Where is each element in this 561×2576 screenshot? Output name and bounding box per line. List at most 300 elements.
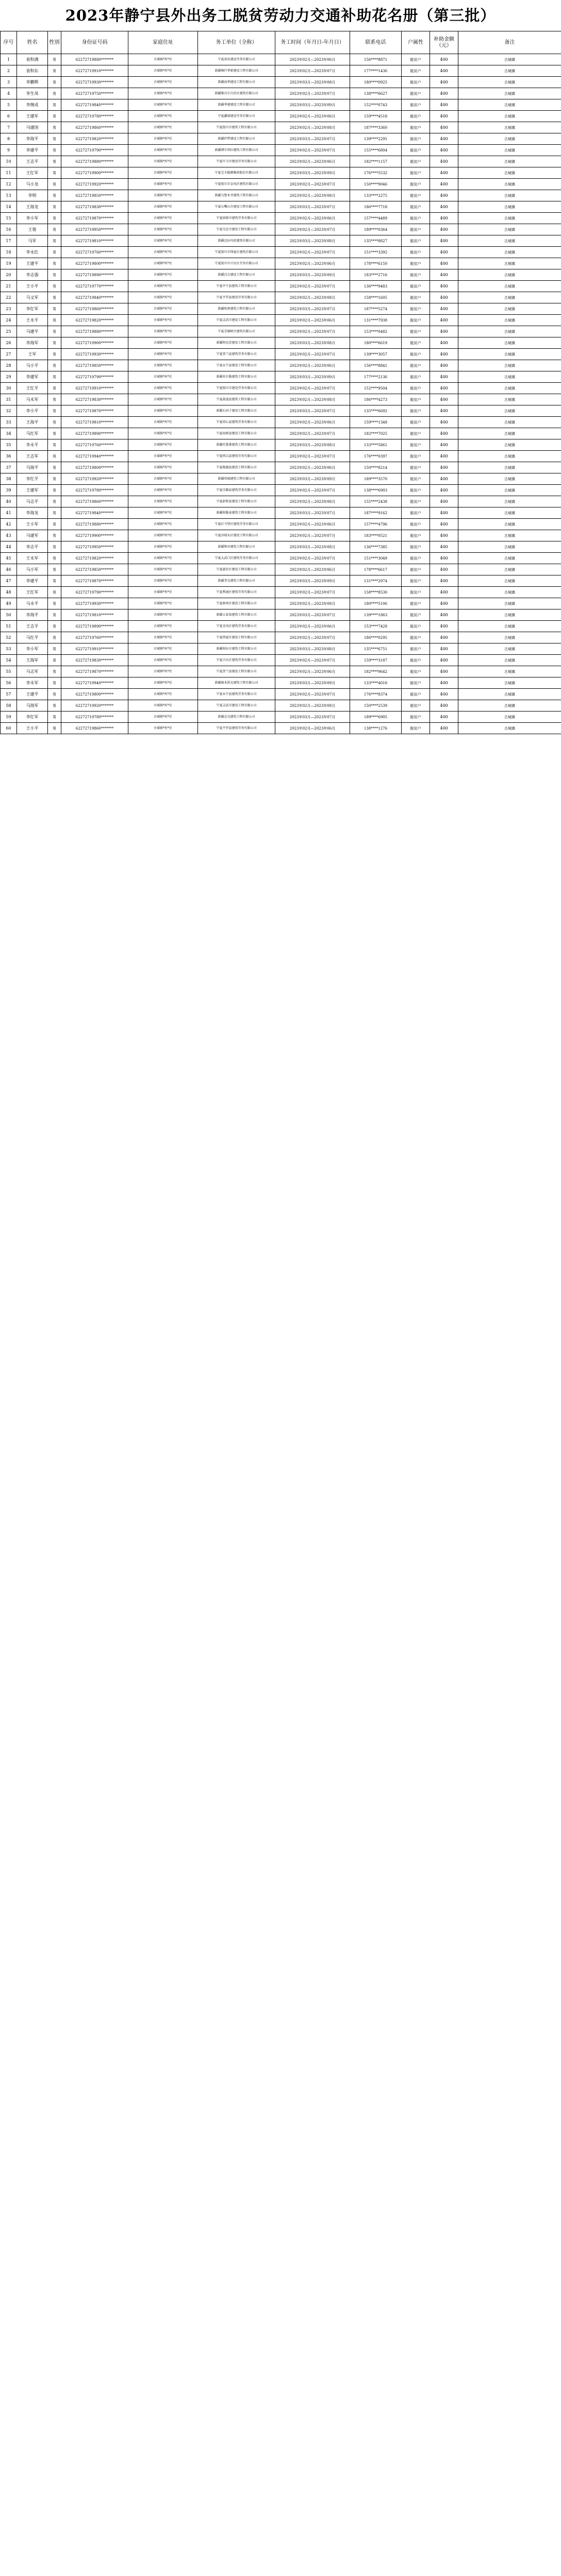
cell-col-amount: 400 [430,632,458,643]
cell-col-household: 脱贫户 [402,609,430,621]
table-row [1,530,561,541]
cell-col-id: 62272719840******* [61,99,128,111]
table-row [1,711,561,723]
cell-col-address: 古城镇*村*社 [128,643,198,655]
cell-col-amount: 400 [430,349,458,360]
cell-col-name: 李志强 [17,269,48,281]
table-row [1,383,561,394]
cell-col-gender: 男 [48,711,61,723]
cell-col-name: 王海平 [17,417,48,428]
cell-col-id: 62272719930******* [61,349,128,360]
cell-col-phone: 189****0364 [350,224,402,235]
cell-col-amount: 400 [430,530,458,541]
cell-col-note: 古城镇 [458,326,561,337]
cell-col-period: 2023年02月—2023年07月 [275,326,350,337]
cell-col-index: 15 [1,213,17,224]
cell-col-index: 41 [1,507,17,519]
cell-col-phone: 152****9504 [350,383,402,394]
cell-col-employer: 宁夏银川市建筑工程有限公司 [198,122,275,133]
cell-col-household: 脱贫户 [402,315,430,326]
table-row [1,700,561,711]
cell-col-index: 40 [1,496,17,507]
cell-col-index: 17 [1,235,17,247]
cell-col-period: 2023年02月—2023年07月 [275,689,350,700]
cell-col-gender: 男 [48,54,61,65]
cell-col-employer: 新疆阿勒泰建筑工程有限公司 [198,507,275,519]
cell-col-id: 62272719890******* [61,428,128,439]
cell-col-id: 62272719800******* [61,462,128,473]
cell-col-amount: 400 [430,519,458,530]
cell-col-name: 李建平 [17,575,48,587]
cell-col-employer: 宁夏灵武市建设工程有限公司 [198,700,275,711]
cell-col-gender: 男 [48,689,61,700]
cell-col-index: 56 [1,677,17,689]
cell-col-note: 古城镇 [458,394,561,405]
cell-col-note: 古城镇 [458,65,561,77]
cell-col-amount: 400 [430,507,458,519]
cell-col-index: 34 [1,428,17,439]
cell-col-amount: 400 [430,247,458,258]
cell-col-gender: 男 [48,621,61,632]
cell-col-note: 古城镇 [458,723,561,734]
cell-col-employer: 新疆奎屯建筑工程有限公司 [198,575,275,587]
cell-col-phone: 138****1276 [350,723,402,734]
cell-col-amount: 400 [430,439,458,451]
cell-col-phone: 158****1605 [350,292,402,303]
cell-col-phone: 139****3057 [350,349,402,360]
cell-col-household: 脱贫户 [402,383,430,394]
table-row [1,598,561,609]
cell-col-amount: 400 [430,77,458,88]
cell-col-gender: 男 [48,349,61,360]
cell-col-period: 2023年02月—2023年08月 [275,598,350,609]
table-row [1,689,561,700]
cell-col-period: 2023年02月—2023年06月 [275,156,350,167]
cell-col-employer: 宁夏固原市建筑劳务有限公司 [198,213,275,224]
cell-col-index: 37 [1,462,17,473]
cell-col-phone: 176****5532 [350,167,402,179]
cell-col-index: 14 [1,201,17,213]
cell-col-name: 马志平 [17,496,48,507]
cell-col-index: 43 [1,530,17,541]
cell-col-id: 62272719810******* [61,609,128,621]
cell-col-period: 2023年02月—2023年06月 [275,111,350,122]
cell-col-household: 脱贫户 [402,269,430,281]
table-row [1,587,561,598]
cell-col-note: 古城镇 [458,405,561,417]
roster-table [0,31,561,734]
cell-col-household: 脱贫户 [402,451,430,462]
cell-col-address: 古城镇*村*社 [128,88,198,99]
cell-col-address: 古城镇*村*社 [128,190,198,201]
cell-col-amount: 400 [430,360,458,371]
cell-col-household: 脱贫户 [402,587,430,598]
cell-col-name: 李红军 [17,711,48,723]
cell-col-name: 李小军 [17,643,48,655]
cell-col-id: 62272719920******* [61,700,128,711]
cell-col-phone: 138****6627 [350,88,402,99]
cell-col-index: 48 [1,587,17,598]
cell-col-id: 62272719820******* [61,133,128,145]
cell-col-period: 2023年03月—2023年09月 [275,167,350,179]
cell-col-employer: 宁夏泾源县建筑劳务有限公司 [198,485,275,496]
cell-col-index: 58 [1,700,17,711]
cell-col-employer: 新疆博尔塔拉建筑工程有限公司 [198,145,275,156]
cell-col-index: 53 [1,643,17,655]
cell-col-address: 古城镇*村*社 [128,723,198,734]
cell-col-id: 62272719860******* [61,496,128,507]
table-row [1,360,561,371]
cell-col-id: 62272719820******* [61,315,128,326]
cell-col-id: 62272719820******* [61,553,128,564]
cell-col-index: 18 [1,247,17,258]
cell-col-period: 2023年02月—2023年06月 [275,417,350,428]
cell-col-phone: 187****3360 [350,122,402,133]
cell-col-gender: 男 [48,371,61,383]
cell-col-period: 2023年02月—2023年07月 [275,281,350,292]
cell-col-note: 古城镇 [458,235,561,247]
cell-col-amount: 400 [430,258,458,269]
cell-col-household: 脱贫户 [402,643,430,655]
cell-col-address: 古城镇*村*社 [128,711,198,723]
cell-col-employer: 宁夏利通区建筑劳务有限公司 [198,587,275,598]
cell-col-gender: 男 [48,417,61,428]
cell-col-employer: 新疆哈密建筑工程有限公司 [198,303,275,315]
cell-col-id: 62272719910******* [61,65,128,77]
cell-col-address: 古城镇*村*社 [128,655,198,666]
table-row [1,439,561,451]
cell-col-note: 古城镇 [458,281,561,292]
cell-col-note: 古城镇 [458,598,561,609]
cell-col-note: 古城镇 [458,417,561,428]
cell-col-index: 54 [1,655,17,666]
cell-col-address: 古城镇*村*社 [128,496,198,507]
cell-col-gender: 男 [48,643,61,655]
cell-col-period: 2023年02月—2023年08月 [275,496,350,507]
page-title: 2023年静宁县外出务工脱贫劳动力交通补助花名册（第三批） [65,7,496,24]
cell-col-address: 古城镇*村*社 [128,462,198,473]
cell-col-name: 马海军 [17,700,48,711]
cell-col-household: 脱贫户 [402,77,430,88]
cell-col-household: 脱贫户 [402,689,430,700]
cell-col-period: 2023年02月—2023年07月 [275,428,350,439]
cell-col-phone: 159****1348 [350,417,402,428]
cell-col-address: 古城镇*村*社 [128,677,198,689]
cell-col-amount: 400 [430,303,458,315]
cell-col-index: 21 [1,281,17,292]
cell-col-id: 62272719950******* [61,224,128,235]
cell-col-note: 古城镇 [458,655,561,666]
cell-col-household: 脱贫户 [402,507,430,519]
cell-col-address: 古城镇*村*社 [128,281,198,292]
cell-col-index: 55 [1,666,17,677]
table-row [1,677,561,689]
cell-col-employer: 新疆维吾尔自治区建筑有限公司 [198,88,275,99]
table-body [1,54,561,734]
cell-col-index: 30 [1,383,17,394]
cell-col-index: 33 [1,417,17,428]
cell-col-phone: 157****4796 [350,519,402,530]
cell-col-phone: 138****6903 [350,485,402,496]
cell-col-phone: 183****2716 [350,269,402,281]
cell-col-employer: 宁夏金凤区建筑劳务有限公司 [198,621,275,632]
cell-col-index: 5 [1,99,17,111]
table-row [1,77,561,88]
cell-col-gender: 男 [48,530,61,541]
cell-col-household: 脱贫户 [402,598,430,609]
cell-col-gender: 男 [48,405,61,417]
cell-col-name: 马小平 [17,360,48,371]
cell-col-employer: 宁夏平罗县建筑劳务有限公司 [198,723,275,734]
table-row [1,281,561,292]
cell-col-index: 36 [1,451,17,462]
cell-col-id: 62272719790******* [61,145,128,156]
cell-col-name: 李永平 [17,439,48,451]
cell-col-employer: 宁夏中宁县建筑工程有限公司 [198,281,275,292]
cell-col-index: 47 [1,575,17,587]
cell-col-gender: 男 [48,519,61,530]
cell-col-name: 李海龙 [17,507,48,519]
table-row [1,394,561,405]
cell-col-employer: 宁夏海原县建设工程有限公司 [198,428,275,439]
cell-col-name: 李海平 [17,133,48,145]
cell-col-phone: 183****0521 [350,530,402,541]
cell-col-employer: 宁夏奋发建设劳务有限公司 [198,54,275,65]
cell-col-household: 脱贫户 [402,405,430,417]
cell-col-gender: 男 [48,609,61,621]
cell-col-index: 52 [1,632,17,643]
cell-col-address: 古城镇*村*社 [128,156,198,167]
cell-col-period: 2023年02月—2023年06月 [275,621,350,632]
cell-col-id: 62272719780******* [61,485,128,496]
cell-col-amount: 400 [430,405,458,417]
cell-col-gender: 男 [48,666,61,677]
cell-col-id: 62272719920******* [61,179,128,190]
cell-col-index: 22 [1,292,17,303]
cell-col-amount: 400 [430,179,458,190]
cell-col-amount: 400 [430,394,458,405]
cell-col-note: 古城镇 [458,54,561,65]
cell-col-note: 古城镇 [458,315,561,326]
table-row [1,269,561,281]
cell-col-index: 24 [1,315,17,326]
cell-col-employer: 宁夏贺兰县建筑劳务有限公司 [198,349,275,360]
cell-col-index: 12 [1,179,17,190]
cell-col-note: 古城镇 [458,292,561,303]
header-col-note: 备注 [458,31,561,54]
cell-col-period: 2023年03月—2023年09月 [275,575,350,587]
cell-col-gender: 男 [48,677,61,689]
cell-col-id: 62272719800******* [61,689,128,700]
cell-col-id: 62272719830******* [61,394,128,405]
cell-col-id: 62272719900******* [61,530,128,541]
cell-col-index: 10 [1,156,17,167]
cell-col-address: 古城镇*村*社 [128,689,198,700]
cell-col-amount: 400 [430,666,458,677]
cell-col-amount: 400 [430,723,458,734]
cell-col-id: 62272719770******* [61,281,128,292]
cell-col-address: 古城镇*村*社 [128,451,198,462]
table-row [1,655,561,666]
cell-col-address: 古城镇*村*社 [128,269,198,281]
table-row [1,575,561,587]
cell-col-household: 脱贫户 [402,156,430,167]
cell-col-id: 62272719920******* [61,473,128,485]
cell-col-phone: 139****1863 [350,609,402,621]
cell-col-period: 2023年02月—2023年08月 [275,700,350,711]
cell-col-phone: 155****6804 [350,145,402,156]
cell-col-name: 李海平 [17,609,48,621]
cell-col-gender: 男 [48,303,61,315]
cell-col-name: 李小军 [17,213,48,224]
cell-col-gender: 男 [48,723,61,734]
table-row [1,473,561,485]
cell-col-note: 古城镇 [458,190,561,201]
table-row [1,541,561,553]
cell-col-gender: 男 [48,326,61,337]
cell-col-phone: 133****5861 [350,439,402,451]
cell-col-period: 2023年02月—2023年07月 [275,247,350,258]
cell-col-note: 古城镇 [458,179,561,190]
cell-col-id: 62272719810******* [61,417,128,428]
cell-col-household: 脱贫户 [402,462,430,473]
cell-col-phone: 156****8841 [350,360,402,371]
cell-col-address: 古城镇*村*社 [128,145,198,156]
cell-col-household: 脱贫户 [402,337,430,349]
cell-col-id: 62272719780******* [61,111,128,122]
cell-col-amount: 400 [430,473,458,485]
cell-col-employer: 宁夏盐池县建筑工程有限公司 [198,394,275,405]
cell-col-gender: 男 [48,281,61,292]
cell-col-gender: 男 [48,553,61,564]
cell-col-note: 古城镇 [458,575,561,587]
cell-col-amount: 400 [430,677,458,689]
cell-col-phone: 151****3049 [350,553,402,564]
cell-col-employer: 宁夏贺兰县建设工程有限公司 [198,666,275,677]
cell-col-id: 62272719910******* [61,383,128,394]
cell-col-index: 31 [1,394,17,405]
cell-col-note: 古城镇 [458,711,561,723]
cell-col-gender: 男 [48,190,61,201]
table-row [1,337,561,349]
cell-col-note: 古城镇 [458,122,561,133]
table-row [1,723,561,734]
cell-col-index: 2 [1,65,17,77]
cell-col-period: 2023年02月—2023年07月 [275,179,350,190]
cell-col-address: 古城镇*村*社 [128,315,198,326]
cell-col-note: 古城镇 [458,689,561,700]
cell-col-id: 62272719880******* [61,326,128,337]
cell-col-amount: 400 [430,700,458,711]
cell-col-name: 王志平 [17,621,48,632]
cell-col-name: 马建平 [17,326,48,337]
cell-col-note: 古城镇 [458,428,561,439]
cell-col-phone: 180****0925 [350,77,402,88]
cell-col-address: 古城镇*村*社 [128,541,198,553]
cell-col-gender: 男 [48,269,61,281]
table-row [1,190,561,201]
cell-col-index: 8 [1,133,17,145]
cell-col-name: 李建平 [17,145,48,156]
cell-col-name: 袁和满 [17,54,48,65]
cell-col-employer: 新疆阿拉尔建筑工程有限公司 [198,643,275,655]
cell-col-phone: 187****9162 [350,507,402,519]
cell-col-amount: 400 [430,224,458,235]
cell-col-amount: 400 [430,383,458,394]
cell-col-employer: 宁夏平罗县建设劳务有限公司 [198,292,275,303]
table-header [1,31,561,54]
cell-col-household: 脱贫户 [402,326,430,337]
cell-col-gender: 男 [48,88,61,99]
cell-col-address: 古城镇*村*社 [128,485,198,496]
cell-col-note: 古城镇 [458,201,561,213]
cell-col-address: 古城镇*村*社 [128,405,198,417]
cell-col-id: 62272719930******* [61,77,128,88]
cell-col-index: 28 [1,360,17,371]
cell-col-note: 古城镇 [458,360,561,371]
cell-col-period: 2023年03月—2023年09月 [275,473,350,485]
cell-col-id: 62272719790******* [61,587,128,598]
cell-col-index: 49 [1,598,17,609]
cell-col-address: 古城镇*村*社 [128,428,198,439]
header-col-address: 家庭住址 [128,31,198,54]
cell-col-household: 脱贫户 [402,530,430,541]
cell-col-employer: 新疆喀什华新建设工程有限公司 [198,65,275,77]
cell-col-period: 2023年02月—2023年07月 [275,485,350,496]
cell-col-gender: 男 [48,655,61,666]
cell-col-note: 古城镇 [458,564,561,575]
cell-col-household: 脱贫户 [402,235,430,247]
cell-col-employer: 新疆库尔勒建筑工程有限公司 [198,371,275,383]
cell-col-amount: 400 [430,621,458,632]
cell-col-phone: 135****6751 [350,643,402,655]
cell-col-id: 62272719800******* [61,258,128,269]
cell-col-note: 古城镇 [458,553,561,564]
cell-col-household: 脱贫户 [402,99,430,111]
cell-col-amount: 400 [430,598,458,609]
cell-col-phone: 177****1436 [350,65,402,77]
cell-col-phone: 152****0743 [350,99,402,111]
cell-col-name: 王俊 [17,224,48,235]
cell-col-phone: 186****0295 [350,632,402,643]
cell-col-household: 脱贫户 [402,349,430,360]
cell-col-gender: 男 [48,167,61,179]
cell-col-note: 古城镇 [458,213,561,224]
cell-col-name: 马永军 [17,394,48,405]
cell-col-gender: 男 [48,700,61,711]
cell-col-note: 古城镇 [458,677,561,689]
cell-col-gender: 男 [48,337,61,349]
table-row [1,349,561,360]
table-row [1,643,561,655]
cell-col-amount: 400 [430,711,458,723]
cell-col-address: 古城镇*村*社 [128,439,198,451]
cell-col-address: 古城镇*村*社 [128,167,198,179]
cell-col-index: 46 [1,564,17,575]
cell-col-note: 古城镇 [458,666,561,677]
cell-col-gender: 男 [48,247,61,258]
cell-col-gender: 男 [48,428,61,439]
cell-col-phone: 159****4518 [350,111,402,122]
cell-col-amount: 400 [430,235,458,247]
cell-col-phone: 136****7385 [350,541,402,553]
cell-col-gender: 男 [48,213,61,224]
cell-col-address: 古城镇*村*社 [128,292,198,303]
table-row [1,609,561,621]
cell-col-name: 马小军 [17,564,48,575]
cell-col-id: 62272719850******* [61,190,128,201]
cell-col-employer: 新疆北屯建筑工程有限公司 [198,711,275,723]
